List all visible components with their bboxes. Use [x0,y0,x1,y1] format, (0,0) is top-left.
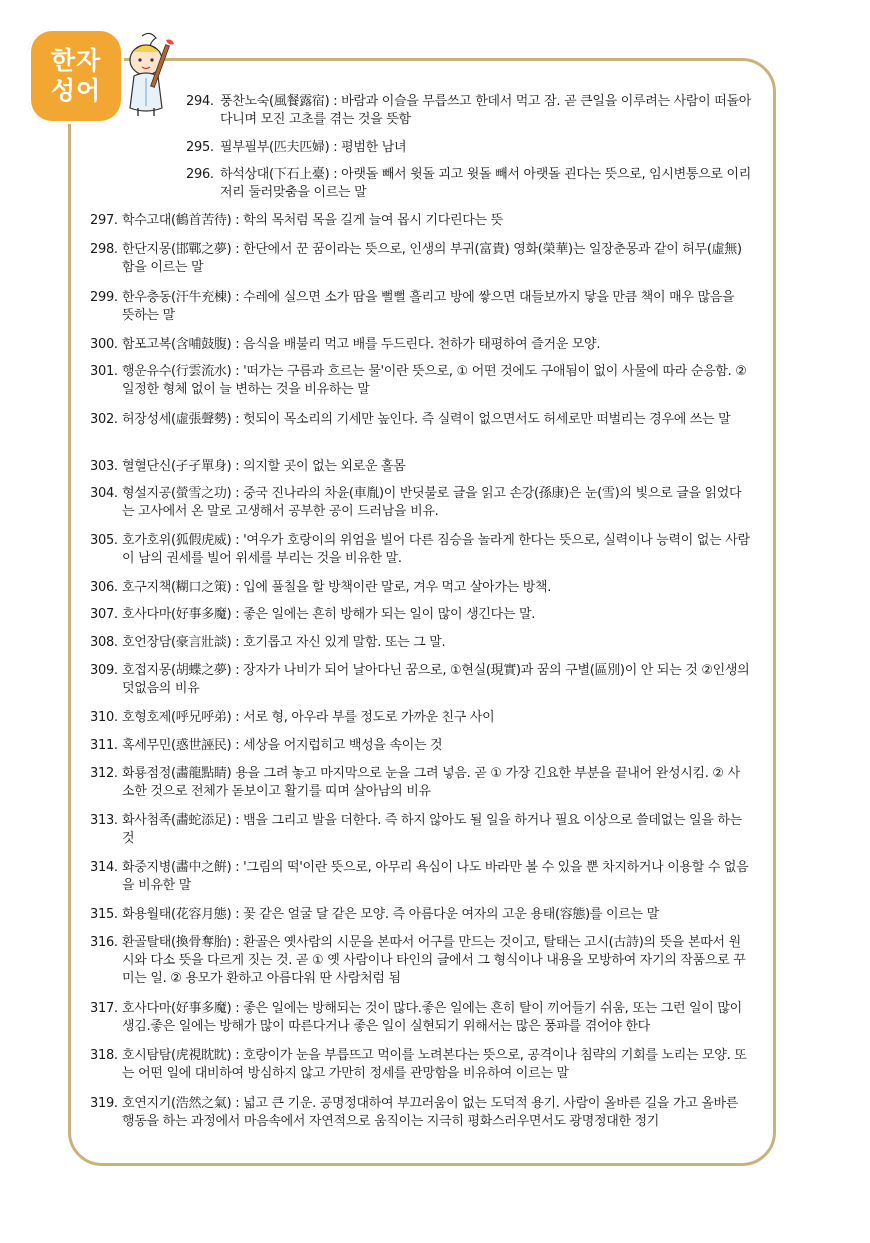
entry-number: 299. [90,290,118,305]
entry-number: 295. [186,140,214,155]
list-item [186,166,752,202]
entry-number: 304. [90,486,118,501]
entry-text: 화사첨족(畵蛇添足) : 뱀을 그리고 발을 더한다. 즉 하지 않아도 될 일을 하거나 필요 이상으로 쓸데없는 일을 하는 것 [122,813,742,846]
entry-text: 하석상대(下石上臺) : 아랫돌 빼서 윗돌 괴고 윗돌 빼서 아랫돌 괸다는 뜻으로, 임시변통으로 이리저리 둘러맞춤을 이르는 말 [220,167,752,200]
list-item [90,411,750,429]
entry-text: 풍찬노숙(風餐露宿) : 바람과 이슬을 무릅쓰고 한데서 먹고 잠. 곧 큰일을 이루려는 사람이 떠돌아다니며 모진 고초를 겪는 것을 뜻함 [220,94,752,127]
entry-number: 298. [90,242,118,257]
list-item [90,662,750,698]
entry-number: 312. [90,766,118,781]
list-item [90,606,750,624]
entry-text: 함포고복(含哺鼓腹) : 음식을 배불리 먹고 배를 두드린다. 천하가 태평하여 즐거운 모양. [122,337,601,352]
entry-number: 307. [90,607,118,622]
list-item [90,812,750,848]
list-item [90,634,750,652]
entry-text: 한단지몽(邯鄲之夢) : 한단에서 꾼 꿈이라는 뜻으로, 인생의 부귀(富貴) 영화(榮華)는 일장춘몽과 같이 허무(虛無)함을 이르는 말 [122,242,742,275]
list-item [90,212,750,230]
list-item [90,859,750,895]
entry-text: 필부필부(匹夫匹婦) : 평범한 남녀 [220,140,407,155]
entry-number: 310. [90,710,118,725]
entry-number: 303. [90,459,118,474]
list-item [90,336,750,354]
entry-number: 308. [90,635,118,650]
list-item [90,363,750,399]
entry-number: 317. [90,1001,118,1016]
entry-text: 호연지기(浩然之氣) : 넓고 큰 기운. 공명정대하여 부끄러움이 없는 도덕적 용기. 사람이 올바른 길을 가고 올바른 행동을 하는 과정에서 마음속에서 자연적으로 움직이는 지극히 평화스러우면서도 광명정대한 정기 [122,1096,739,1129]
list-item [90,737,750,755]
list-item [90,709,750,727]
entry-text: 한우충동(汗牛充棟) : 수레에 실으면 소가 땀을 뻘뻘 흘리고 방에 쌓으면 대들보까지 닿을 만큼 책이 매우 많음을 뜻하는 말 [122,290,735,323]
scholar-mascot-icon [112,30,182,120]
list-item [90,532,750,568]
entry-number: 296. [186,167,214,182]
entry-text: 호시탐탐(虎視眈眈) : 호랑이가 눈을 부릅뜨고 먹이를 노려본다는 뜻으로, 공격이나 침략의 기회를 노리는 모양. 또는 어떤 일에 대비하여 방심하지 않고 가만히 정세를 관망함을 비유하여 이르는 말 [122,1048,747,1081]
entry-number: 315. [90,907,118,922]
entry-number: 306. [90,580,118,595]
entry-text: 호언장담(豪言壯談) : 호기롭고 자신 있게 말함. 또는 그 말. [122,635,446,650]
list-item [90,1047,750,1083]
entry-text: 화룡점정(畵龍點睛) 용을 그려 놓고 마지막으로 눈을 그려 넣음. 곧 ① 가장 긴요한 부분을 끝내어 완성시킴. ② 사소한 것으로 전체가 돋보이고 활기를 띠며 살아남의 비유 [122,766,740,799]
entry-text: 행운유수(行雲流水) : '떠가는 구름과 흐르는 물'이란 뜻으로, ① 어떤 것에도 구애됨이 없이 사물에 따라 순응함. ② 일정한 형체 없이 늘 변하는 것을 비유하는 말 [122,364,747,397]
entry-number: 294. [186,94,214,109]
list-item [90,1095,750,1131]
list-item [90,579,750,597]
list-item [90,485,750,521]
list-item [90,934,750,988]
list-item [90,458,750,476]
entry-text: 혹세무민(惑世誣民) : 세상을 어지럽히고 백성을 속이는 것 [122,738,443,753]
entry-text: 화중지병(畵中之餠) : '그림의 떡'이란 뜻으로, 아무리 욕심이 나도 바라만 볼 수 있을 뿐 차지하거나 이용할 수 없음을 비유한 말 [122,860,749,893]
entry-text: 학수고대(鶴首苦待) : 학의 목처럼 목을 길게 늘여 몹시 기다린다는 뜻 [122,213,503,228]
entry-number: 300. [90,337,118,352]
entry-number: 311. [90,738,118,753]
entry-number: 318. [90,1048,118,1063]
entry-text: 호사다마(好事多魔) : 좋은 일에는 흔히 방해가 되는 일이 많이 생긴다는 말. [122,607,536,622]
entry-text: 환골탈태(換骨奪胎) : 환골은 옛사람의 시문을 본따서 어구를 만드는 것이고, 탈태는 고시(古詩)의 뜻을 본따서 원시와 다소 뜻을 다르게 짓는 것. 곧 ① 옛 사람이나 타인의 글에서 그 형식이나 내용을 모방하여 자기의 작품으로 꾸미는 일. ② 용모가 환하고 아름다워 딴 사람처럼 됨 [122,935,746,986]
badge-line-2: 성어 [50,76,102,105]
list-item [90,289,750,325]
entry-text: 화용월태(花容月態) : 꽃 같은 얼굴 달 같은 모양. 즉 아름다운 여자의 고운 용태(容態)를 이르는 말 [122,907,659,922]
badge-line-1: 한자 [50,46,102,75]
entry-number: 309. [90,663,118,678]
entry-number: 301. [90,364,118,379]
list-item [90,241,750,277]
entry-number: 316. [90,935,118,950]
entry-text: 호사다마(好事多魔) : 좋은 일에는 방해되는 것이 많다.좋은 일에는 흔히 탈이 끼어들기 쉬움, 또는 그런 일이 많이 생김.좋은 일에는 방해가 많이 따른다거나 좋은 일이 실현되기 위해서는 많은 풍파를 겪어야 한다 [122,1001,742,1034]
entry-text: 호구지책(糊口之策) : 입에 풀칠을 할 방책이란 말로, 겨우 먹고 살아가는 방책. [122,580,552,595]
list-item [186,139,752,157]
entry-number: 305. [90,533,118,548]
list-item [90,906,750,924]
entry-text: 혈혈단신(孑孑單身) : 의지할 곳이 없는 외로운 홀몸 [122,459,406,474]
entry-number: 319. [90,1096,118,1111]
entry-number: 314. [90,860,118,875]
entry-number: 313. [90,813,118,828]
list-item [90,1000,750,1036]
entry-text: 호가호위(狐假虎威) : '여우가 호랑이의 위엄을 빌어 다른 짐승을 놀라게 한다는 뜻으로, 실력이나 능력이 없는 사람이 남의 권세를 빌어 위세를 부리는 것을 비유한 말. [122,533,750,566]
entry-text: 호형호제(呼兄呼弟) : 서로 형, 아우라 부를 정도로 가까운 친구 사이 [122,710,495,725]
entry-text: 호접지몽(胡蝶之夢) : 장자가 나비가 되어 날아다닌 꿈으로, ①현실(現實)과 꿈의 구별(區別)이 안 되는 것 ②인생의 덧없음의 비유 [122,663,750,696]
list-item [186,93,752,129]
list-item [90,765,750,801]
section-badge [28,28,124,124]
entry-number: 297. [90,213,118,228]
entry-text: 허장성세(虛張聲勢) : 헛되이 목소리의 기세만 높인다. 즉 실력이 없으면서도 허세로만 떠벌리는 경우에 쓰는 말 [122,412,731,427]
entry-text: 형설지공(螢雪之功) : 중국 진나라의 차윤(車胤)이 반딧불로 글을 읽고 손강(孫康)은 눈(雪)의 빛으로 글을 읽었다는 고사에서 온 말로 고생해서 공부한 공이 드러남을 비유. [122,486,742,519]
entry-number: 302. [90,412,118,427]
